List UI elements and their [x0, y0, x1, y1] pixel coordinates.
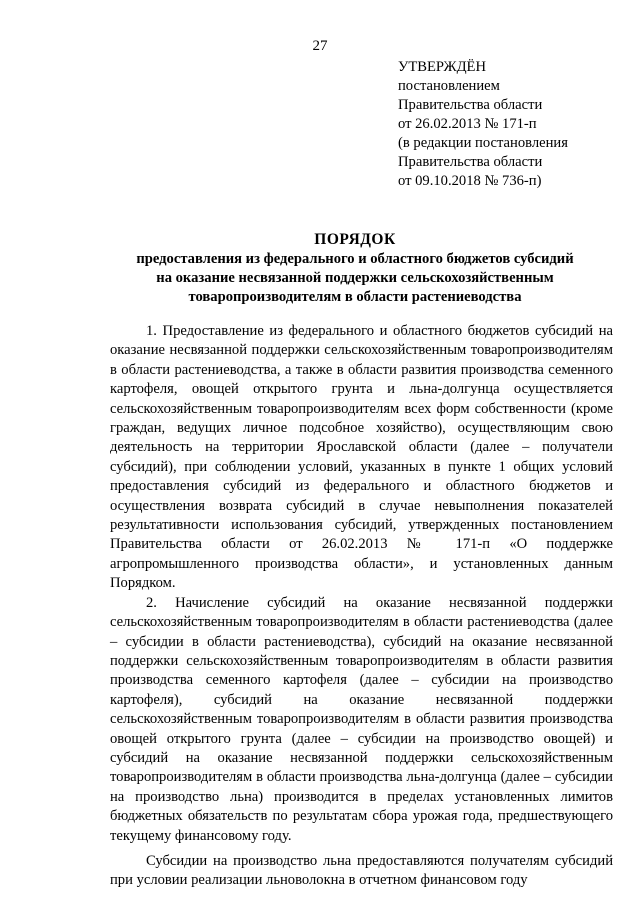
document-subtitle-line: предоставления из федерального и областного бюджетов субсидий	[136, 251, 574, 267]
paragraph-1: 1. Предоставление из федерального и областного бюджетов субсидий на оказание несвязанной поддержки сельскохозяйственным товаропроизводителям в области растениеводства, а также в области развития производства семенного картофеля, овощей открытого грунта и льна-долгунца осуществляется сельскохозяйственным товаропроизводителям всех форм собственности (кроме граждан, ведущих личное подсобное хозяйство), осуществляющим свою деятельность на территории Ярославской области (далее – получатели субсидий), при соблюдении условий, указанных в пункте 1 общих условий предоставления субсидий из федерального и областного бюджетов и осуществления возврата субсидий в случае невыполнения показателей результативности использования субсидий, утвержденных постановлением Правительства области от 26.02.2013 № 171-п «О поддержке агропромышленного производства области», и установленных данным Порядком.	[110, 323, 613, 592]
document-body	[110, 322, 613, 891]
approval-line: от 09.10.2018 № 736-п)	[398, 173, 542, 189]
approval-line: (в редакции постановления	[398, 135, 568, 151]
approval-stamp	[398, 58, 628, 191]
document-subtitle-line: на оказание несвязанной поддержки сельскохозяйственным	[156, 270, 554, 286]
approval-line: УТВЕРЖДЁН	[398, 59, 486, 75]
approval-line: Правительства области	[398, 97, 543, 113]
document-heading	[60, 230, 640, 307]
paragraph-2: 2. Начисление субсидий на оказание несвязанной поддержки сельскохозяйственным товаропроизводителям в области растениеводства (далее – субсидии в области растениеводства), субсидий на оказание несвязанной поддержки сельскохозяйственным товаропроизводителям в области развития производства семенного картофеля (далее – субсидии на производство картофеля), субсидий на оказание несвязанной поддержки сельскохозяйственным товаропроизводителям в области развития производства овощей открытого грунта (далее – субсидии на производство овощей) и субсидий на оказание несвязанной поддержки сельскохозяйственным товаропроизводителям в области производства льна-долгунца (далее – субсидии на производство льна) производится в пределах установленных лимитов бюджетных обязательств по результатам сбора урожая года, предшествующего текущему финансовому году.	[110, 594, 613, 844]
paragraph-3: Субсидии на производство льна предоставляются получателям субсидий при условии реализации льноволокна в отчетном финансовом году	[110, 852, 613, 889]
document-subtitle-line: товаропроизводителям в области растениеводства	[188, 289, 522, 305]
approval-line: от 26.02.2013 № 171-п	[398, 116, 537, 132]
document-title: ПОРЯДОК	[314, 231, 396, 248]
approval-line: постановлением	[398, 78, 500, 94]
page-number: 27	[312, 38, 328, 54]
approval-line: Правительства области	[398, 154, 543, 170]
